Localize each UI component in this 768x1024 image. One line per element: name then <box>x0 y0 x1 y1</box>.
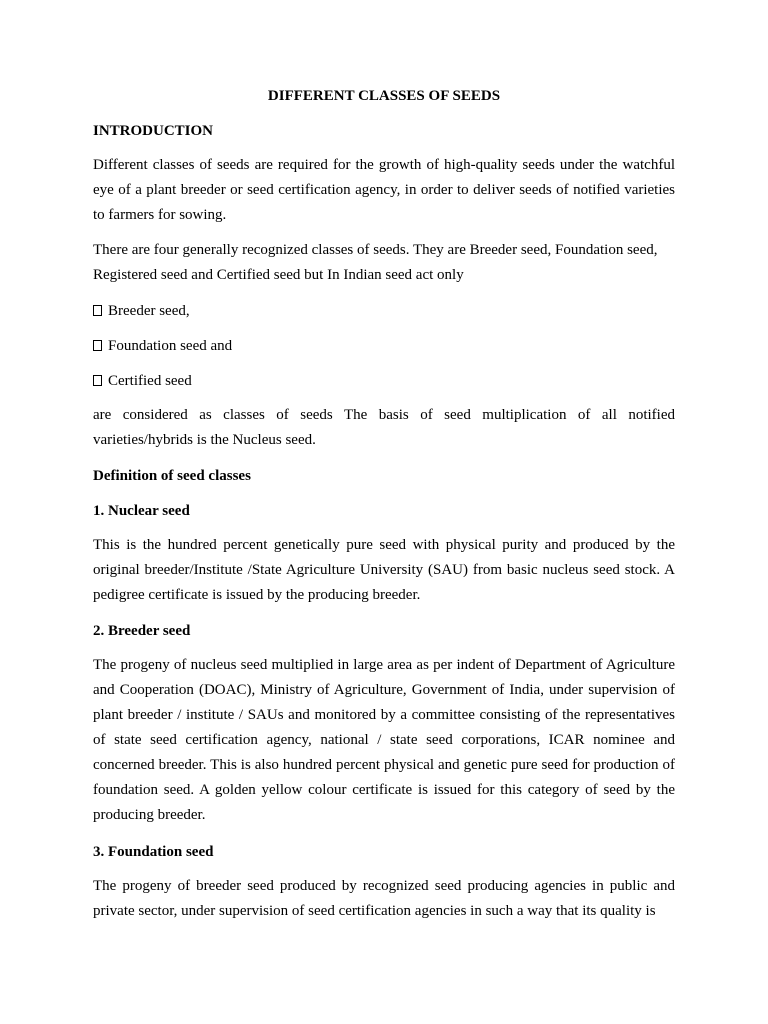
section-heading-nuclear-seed: 1. Nuclear seed <box>93 503 190 519</box>
checkbox-icon <box>93 340 102 351</box>
bullet-item-certified <box>93 371 192 391</box>
intro-paragraph-1: Different classes of seeds are required for the growth of high-quality seeds under the watchful eye of a plant breeder or seed certification agency, in order to deliver seeds of notified varieties to farmers for sowing. <box>93 157 675 223</box>
section-text-breeder-seed: The progeny of nucleus seed multiplied in large area as per indent of Department of Agriculture and Cooperation (DOAC), Ministry of Agriculture, Government of India, under supervision of plant breeder / institute / SAUs and monitored by a committee consisting of the representatives of state seed certification agency, national / state seed corporations, ICAR nominee and concerned breeder. This is also hundred percent physical and genetic pure seed for production of foundation seed. A golden yellow colour certificate is issued for this category of seed by the producing breeder. <box>93 657 675 823</box>
document-title: DIFFERENT CLASSES OF SEEDS <box>267 88 501 104</box>
bullet-item-foundation <box>93 336 232 356</box>
section-text-foundation-seed: The progeny of breeder seed produced by recognized seed producing agencies in public and private sector, under supervision of seed certification agencies in such a way that its quality is <box>93 878 675 919</box>
introduction-heading: INTRODUCTION <box>93 123 214 139</box>
bullet-item-label: Certified seed <box>108 373 192 389</box>
checkbox-icon <box>93 305 102 316</box>
section-heading-foundation-seed: 3. Foundation seed <box>93 844 214 860</box>
bullet-item-breeder <box>93 301 190 321</box>
intro-paragraph-3: are considered as classes of seeds The basis of seed multiplication of all notified varieties/hybrids is the Nucleus seed. <box>93 407 675 448</box>
checkbox-icon <box>93 375 102 386</box>
bullet-item-label: Foundation seed and <box>108 338 233 354</box>
bullet-item-label: Breeder seed, <box>108 303 190 319</box>
section-heading-breeder-seed: 2. Breeder seed <box>93 623 191 639</box>
intro-paragraph-2: There are four generally recognized classes of seeds. They are Breeder seed, Foundation seed, Registered seed and Certified seed but In Indian seed act only <box>93 242 658 283</box>
section-text-nuclear-seed: This is the hundred percent genetically pure seed with physical purity and produced by the original breeder/Institute /State Agriculture University (SAU) from basic nucleus seed stock. A pedigree certificate is issued by the producing breeder. <box>93 537 675 603</box>
definition-heading: Definition of seed classes <box>93 468 251 484</box>
